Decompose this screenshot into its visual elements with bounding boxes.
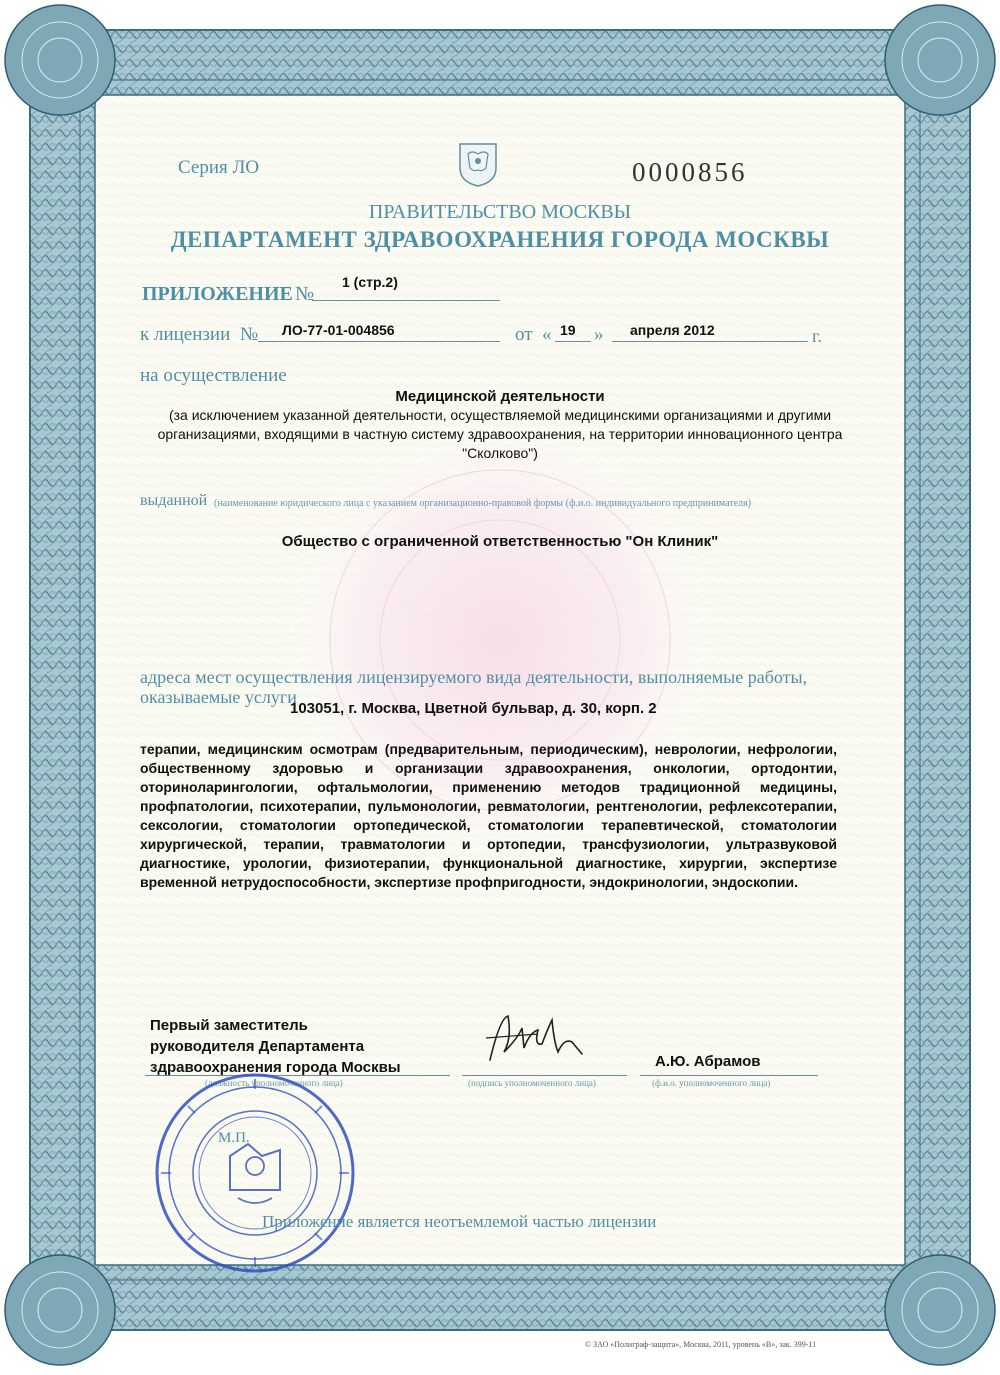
activity-label: на осуществление	[140, 365, 287, 386]
issued-hint: (наименование юридического лица с указанием организационно-правовой формы (ф.и.о. индивидуального предпринимателя)	[214, 498, 752, 509]
services-list: терапии, медицинским осмотрам (предварительным, периодическим), неврологии, нефрологии, общественному здоровью и организации здравоохранения, онкологии, ортодонтии, оториноларингологии, офтальмологии, применению методов традиционной медицины, профпатологии, психотерапии, пульмонологии, ревматологии, рентгенологии, рефлексотерапии, сексологии, стоматологии ортопедической, стоматологии терапевтической, стоматологии хирургической, терапии, травматологии и ортопедии, трансфузиологии, ультразвуковой диагностике, урологии, физиотерапии, функциональной диагностике, хирургии, экспертизе временной нетрудоспособности, экспертизе профпригодности, эндокринологии, эндоскопии.	[140, 741, 837, 890]
sign-hint: (подпись уполномоченного лица)	[468, 1078, 596, 1088]
coat-of-arms-icon	[456, 138, 500, 188]
moscow-government-stamp-icon	[152, 1070, 358, 1276]
appendix-number: 1 (стр.2)	[342, 274, 398, 290]
appendix-number-line	[312, 300, 500, 301]
date-from-label: от	[515, 324, 533, 345]
position-line-2: руководителя Департамента	[150, 1038, 365, 1055]
license-label: к лицензии	[140, 324, 231, 345]
position-hint: (должность уполномоченного лица)	[205, 1078, 343, 1088]
name-hint: (ф.и.о. уполномоченного лица)	[652, 1078, 771, 1088]
signatory-position	[150, 1015, 401, 1078]
issued-label: выданной	[140, 492, 208, 509]
license-no-sign: №	[240, 324, 259, 345]
handwritten-signature	[478, 1008, 598, 1070]
year-suffix: г.	[812, 326, 822, 346]
signature-line	[462, 1075, 627, 1076]
series-label: Серия ЛО	[178, 157, 260, 178]
company-name: Общество с ограниченной ответственностью "Он Клиник"	[281, 533, 719, 550]
license-number-line	[258, 341, 500, 342]
address-value: 103051, г. Москва, Цветной бульвар, д. 30, корп. 2	[290, 700, 657, 717]
license-day: 19	[560, 322, 576, 338]
quote-close: »	[594, 324, 604, 345]
appendix-label: ПРИЛОЖЕНИЕ	[142, 283, 293, 305]
printer-credit: © ЗАО «Полиграф-защита», Москва, 2011, уровень «В», зак. 399-11	[585, 1340, 817, 1349]
license-date-line	[612, 341, 808, 342]
license-day-line	[555, 341, 591, 342]
address-label: адреса мест осуществления лицензируемого вида деятельности, выполняемые работы, оказываемые услуги	[140, 667, 808, 707]
appendix-no-sign: №	[295, 283, 315, 305]
department-title: ДЕПАРТАМЕНТ ЗДРАВООХРАНЕНИЯ ГОРОДА МОСКВЫ	[170, 227, 830, 252]
mp-label: М.П.	[218, 1130, 250, 1146]
name-line	[640, 1075, 818, 1076]
appendix-note: Приложение является неотъемлемой частью лицензии	[262, 1212, 657, 1231]
activity-description: (за исключением указанной деятельности, осуществляемой медицинскими организациями и другими организациями, входящими в частную систему здравоохранения, на территории инновационного центра "Сколково")	[157, 407, 843, 461]
activity-title: Медицинской деятельности	[395, 388, 605, 405]
signatory-name: А.Ю. Абрамов	[655, 1053, 761, 1070]
form-number: 0000856	[632, 157, 748, 187]
position-line-3: здравоохранения города Москвы	[150, 1059, 401, 1076]
license-number: ЛО-77-01-004856	[282, 322, 395, 338]
government-title: ПРАВИТЕЛЬСТВО МОСКВЫ	[368, 201, 632, 223]
license-month-year: апреля 2012	[630, 322, 715, 338]
position-line-1: Первый заместитель	[150, 1017, 308, 1034]
quote-open: «	[542, 324, 552, 345]
